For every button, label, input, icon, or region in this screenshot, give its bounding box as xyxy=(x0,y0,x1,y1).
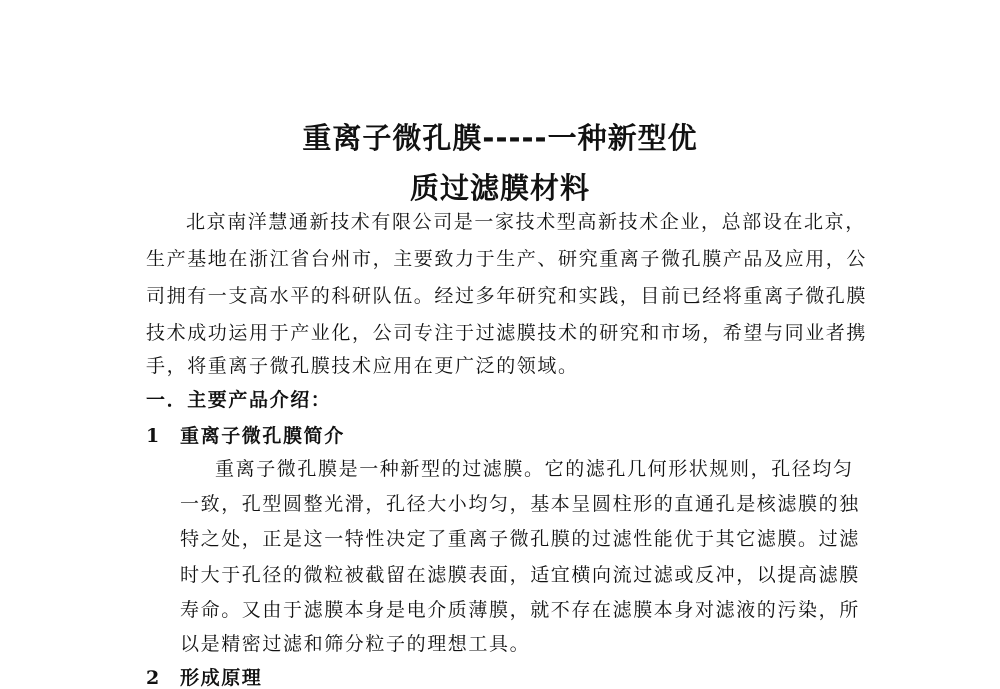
subsection-1-title: 重离子微孔膜简介 xyxy=(180,425,345,447)
title-line-2: 质过滤膜材料 xyxy=(409,171,590,205)
subsection-2-number: 2 xyxy=(146,667,161,689)
title-line-1: 重离子微孔膜-----一种新型优 xyxy=(302,121,698,155)
intro-line-3: 司拥有一支高水平的科研队伍。经过多年研究和实践，目前已经将重离子微孔膜 xyxy=(146,285,868,307)
subsection-2-title: 形成原理 xyxy=(180,667,263,689)
sub1-line-6: 以是精密过滤和筛分粒子的理想工具。 xyxy=(180,633,531,655)
subsection-2-heading xyxy=(146,668,262,688)
sub1-line-2: 一致，孔型圆整光滑，孔径大小均匀，基本呈圆柱形的直通孔是核滤膜的独 xyxy=(180,493,860,515)
intro-line-4: 技术成功运用于产业化，公司专注于过滤膜技术的研究和市场，希望与同业者携 xyxy=(146,322,868,344)
subsection-1-heading xyxy=(146,426,345,446)
intro-line-5: 手，将重离子微孔膜技术应用在更广泛的领域。 xyxy=(146,355,579,377)
sub1-line-3: 特之处，正是这一特性决定了重离子微孔膜的过滤性能优于其它滤膜。过滤 xyxy=(180,528,860,550)
subsection-1-number: 1 xyxy=(146,425,161,447)
intro-line-2: 生产基地在浙江省台州市，主要致力于生产、研究重离子微孔膜产品及应用，公 xyxy=(146,248,868,270)
sub1-line-1: 重离子微孔膜是一种新型的过滤膜。它的滤孔几何形状规则，孔径均匀 xyxy=(215,458,854,480)
sub1-line-5: 寿命。又由于滤膜本身是电介质薄膜，就不存在滤膜本身对滤液的污染，所 xyxy=(180,599,860,621)
intro-line-1: 北京南洋慧通新技术有限公司是一家技术型高新技术企业，总部设在北京， xyxy=(186,211,866,233)
section-1-heading: 一．主要产品介绍： xyxy=(146,389,332,411)
sub1-line-4: 时大于孔径的微粒被截留在滤膜表面，适宜横向流过滤或反冲，以提高滤膜 xyxy=(180,564,860,586)
